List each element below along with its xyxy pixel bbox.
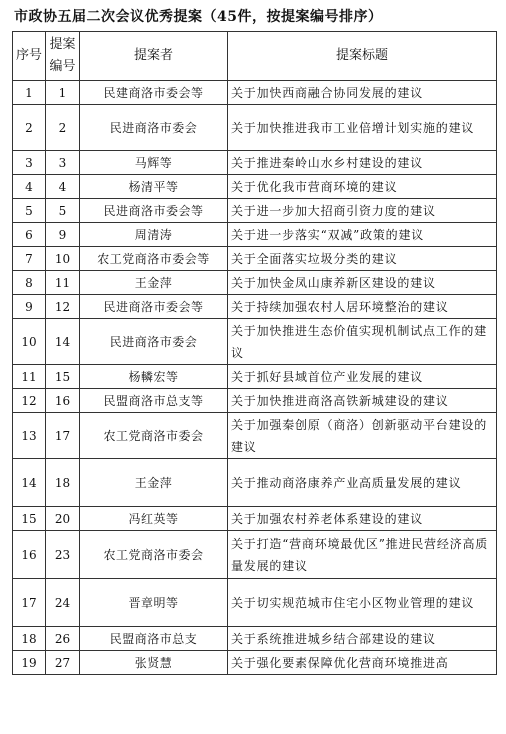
- cell-num: 18: [46, 459, 80, 507]
- cell-num: 1: [46, 81, 80, 105]
- cell-proposer: 民建商洛市委会等: [80, 81, 228, 105]
- cell-topic: 关于加快推进生态价值实现机制试点工作的建议: [228, 319, 497, 365]
- cell-topic: 关于加快金凤山康养新区建设的建议: [228, 271, 497, 295]
- table-row: [13, 389, 497, 413]
- cell-proposer: 农工党商洛市委会: [80, 413, 228, 459]
- cell-seq: 6: [13, 223, 46, 247]
- table-row: [13, 459, 497, 507]
- cell-num: 23: [46, 531, 80, 579]
- cell-topic: 关于进一步加大招商引资力度的建议: [228, 199, 497, 223]
- proposal-table: [12, 31, 497, 675]
- cell-num: 24: [46, 579, 80, 627]
- cell-seq: 10: [13, 319, 46, 365]
- table-row: [13, 271, 497, 295]
- cell-topic: 关于推进秦岭山水乡村建设的建议: [228, 151, 497, 175]
- cell-topic: 关于系统推进城乡结合部建设的建议: [228, 627, 497, 651]
- cell-num: 12: [46, 295, 80, 319]
- table-row: [13, 199, 497, 223]
- table-row: [13, 223, 497, 247]
- cell-proposer: 农工党商洛市委会等: [80, 247, 228, 271]
- table-row: [13, 365, 497, 389]
- table-row: [13, 247, 497, 271]
- cell-num: 16: [46, 389, 80, 413]
- cell-proposer: 马辉等: [80, 151, 228, 175]
- cell-num: 17: [46, 413, 80, 459]
- cell-num: 11: [46, 271, 80, 295]
- cell-proposer: 杨轔宏等: [80, 365, 228, 389]
- table-row: [13, 579, 497, 627]
- cell-seq: 18: [13, 627, 46, 651]
- cell-num: 20: [46, 507, 80, 531]
- header-topic: 提案标题: [228, 32, 497, 81]
- table-row: [13, 531, 497, 579]
- cell-num: 9: [46, 223, 80, 247]
- cell-proposer: 民进商洛市委会: [80, 319, 228, 365]
- cell-seq: 5: [13, 199, 46, 223]
- table-row: [13, 319, 497, 365]
- page-title: 市政协五届二次会议优秀提案（45件，按提案编号排序）: [14, 9, 383, 25]
- cell-seq: 1: [13, 81, 46, 105]
- cell-num: 10: [46, 247, 80, 271]
- cell-topic: 关于切实规范城市住宅小区物业管理的建议: [228, 579, 497, 627]
- cell-seq: 19: [13, 651, 46, 675]
- cell-num: 14: [46, 319, 80, 365]
- cell-topic: 关于全面落实垃圾分类的建议: [228, 247, 497, 271]
- cell-topic: 关于打造“营商环境最优区”推进民营经济高质量发展的建议: [228, 531, 497, 579]
- cell-seq: 12: [13, 389, 46, 413]
- cell-proposer: 周清涛: [80, 223, 228, 247]
- table-row: [13, 81, 497, 105]
- table-row: [13, 627, 497, 651]
- table-row: [13, 151, 497, 175]
- cell-proposer: 民盟商洛市总支: [80, 627, 228, 651]
- cell-proposer: 民进商洛市委会: [80, 105, 228, 151]
- cell-topic: 关于加强农村养老体系建设的建议: [228, 507, 497, 531]
- cell-seq: 7: [13, 247, 46, 271]
- table-row: [13, 413, 497, 459]
- header-seq: 序号: [13, 32, 46, 81]
- cell-topic: 关于抓好县域首位产业发展的建议: [228, 365, 497, 389]
- table-row: [13, 651, 497, 675]
- cell-proposer: 冯红英等: [80, 507, 228, 531]
- cell-proposer: 民进商洛市委会等: [80, 295, 228, 319]
- cell-seq: 11: [13, 365, 46, 389]
- cell-seq: 14: [13, 459, 46, 507]
- cell-proposer: 晋章明等: [80, 579, 228, 627]
- cell-topic: 关于优化我市营商环境的建议: [228, 175, 497, 199]
- cell-topic: 关于进一步落实“双减”政策的建议: [228, 223, 497, 247]
- cell-num: 4: [46, 175, 80, 199]
- cell-topic: 关于推动商洛康养产业高质量发展的建议: [228, 459, 497, 507]
- table-header-row: [13, 32, 497, 81]
- cell-num: 27: [46, 651, 80, 675]
- cell-proposer: 张贤慧: [80, 651, 228, 675]
- cell-num: 15: [46, 365, 80, 389]
- table-row: [13, 175, 497, 199]
- cell-seq: 13: [13, 413, 46, 459]
- header-num: 提案编号: [46, 32, 80, 81]
- cell-proposer: 杨清平等: [80, 175, 228, 199]
- cell-num: 3: [46, 151, 80, 175]
- cell-proposer: 王金萍: [80, 271, 228, 295]
- cell-proposer: 民盟商洛市总支等: [80, 389, 228, 413]
- cell-proposer: 民进商洛市委会等: [80, 199, 228, 223]
- cell-seq: 3: [13, 151, 46, 175]
- cell-topic: 关于持续加强农村人居环境整治的建议: [228, 295, 497, 319]
- cell-topic: 关于加快推进我市工业倍增计划实施的建议: [228, 105, 497, 151]
- cell-seq: 8: [13, 271, 46, 295]
- cell-topic: 关于加快西商融合协同发展的建议: [228, 81, 497, 105]
- table-row: [13, 295, 497, 319]
- cell-proposer: 王金萍: [80, 459, 228, 507]
- cell-seq: 16: [13, 531, 46, 579]
- cell-seq: 17: [13, 579, 46, 627]
- table-body: [13, 81, 497, 675]
- cell-num: 5: [46, 199, 80, 223]
- cell-topic: 关于加强秦创原（商洛）创新驱动平台建设的建议: [228, 413, 497, 459]
- cell-seq: 2: [13, 105, 46, 151]
- cell-seq: 15: [13, 507, 46, 531]
- table-row: [13, 105, 497, 151]
- cell-seq: 4: [13, 175, 46, 199]
- cell-num: 26: [46, 627, 80, 651]
- cell-num: 2: [46, 105, 80, 151]
- table-row: [13, 507, 497, 531]
- cell-topic: 关于强化要素保障优化营商环境推进高: [228, 651, 497, 675]
- cell-topic: 关于加快推进商洛高铁新城建设的建议: [228, 389, 497, 413]
- cell-seq: 9: [13, 295, 46, 319]
- cell-proposer: 农工党商洛市委会: [80, 531, 228, 579]
- header-proposer: 提案者: [80, 32, 228, 81]
